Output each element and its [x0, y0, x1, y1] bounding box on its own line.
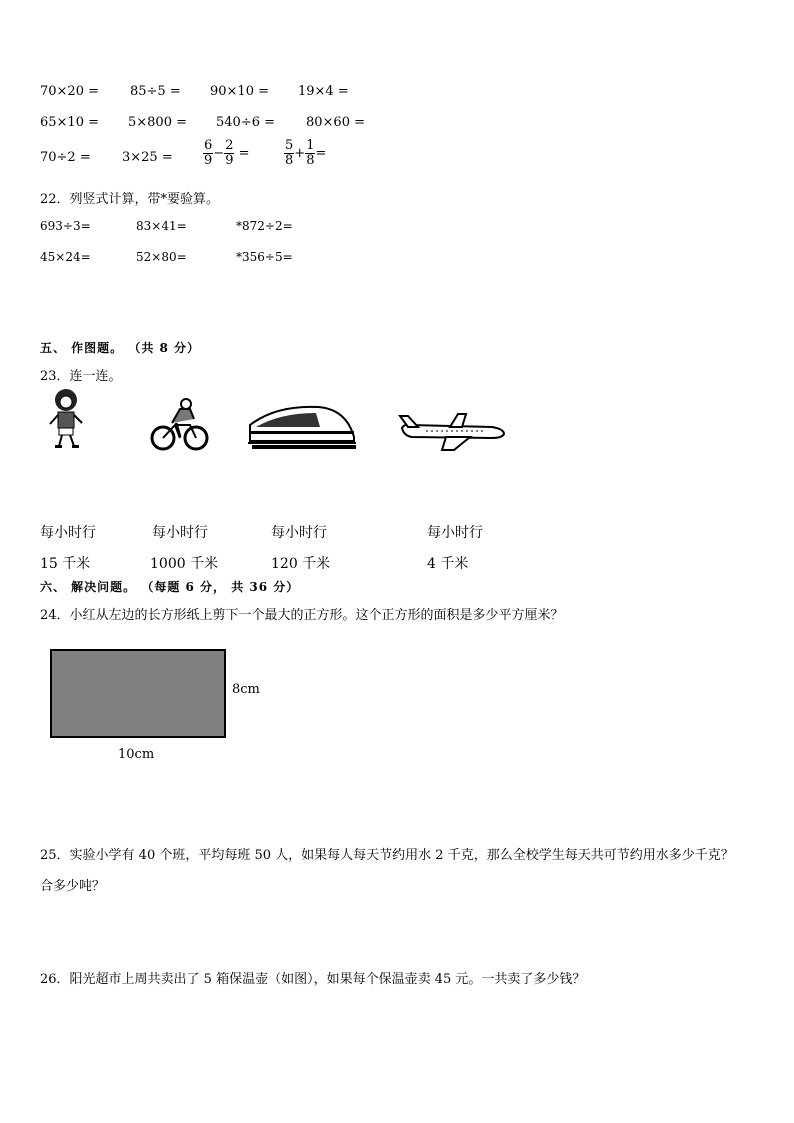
section-5-heading: 五、 作图题。 （共 8 分） — [40, 341, 201, 355]
calc-item: 70÷2 = — [40, 150, 91, 165]
fraction-expression: $\frac{6}{9}$ − $\frac{2}{9}$ = — [204, 138, 250, 168]
question-24-text: 24．小红从左边的长方形纸上剪下一个最大的正方形。这个正方形的面积是多少平方厘米？ — [40, 608, 564, 623]
height-label: 8cm — [232, 682, 260, 697]
vertical-calc-item: 52×80= — [136, 250, 187, 264]
calc-item: 85÷5 = — [130, 84, 181, 99]
question-23-title: 23．连一连。 — [40, 369, 122, 384]
question-25-text-continued: 合多少吨？ — [40, 879, 106, 894]
airplane-icon — [396, 410, 508, 452]
vertical-calc-item: 693÷3= — [40, 219, 91, 233]
vertical-calc-item: 45×24= — [40, 250, 91, 264]
speed-value: 120 千米 — [271, 556, 331, 572]
speed-value: 1000 千米 — [150, 556, 219, 572]
speed-value: 4 千米 — [427, 556, 469, 572]
speed-label: 每小时行 — [152, 525, 208, 541]
calc-item: 90×10 = — [210, 84, 270, 99]
speed-value: 15 千米 — [40, 556, 91, 572]
calc-item: 3×25 = — [122, 150, 173, 165]
calc-item: 540÷6 = — [216, 115, 276, 130]
speed-label: 每小时行 — [271, 525, 327, 541]
fraction-expression: $\frac{5}{8}$ + $\frac{1}{8}$ = — [285, 138, 327, 168]
vertical-calc-item: *872÷2= — [236, 219, 293, 233]
calc-item: 5×800 = — [128, 115, 188, 130]
walking-girl-icon — [44, 388, 88, 450]
bullet-train-icon — [246, 403, 358, 451]
calc-item: 80×60 = — [306, 115, 366, 130]
cyclist-icon — [150, 397, 210, 453]
question-22-title: 22．列竖式计算，带*要验算。 — [40, 192, 220, 207]
question-25-text: 25．实验小学有 40 个班，平均每班 50 人，如果每人每天节约用水 2 千克，那么全校学生每天共可节约用水多少千克？ — [40, 848, 734, 863]
speed-label: 每小时行 — [40, 525, 96, 541]
calc-item: 70×20 = — [40, 84, 100, 99]
calc-item: 19×4 = — [298, 84, 349, 99]
calc-item: 65×10 = — [40, 115, 100, 130]
rectangle-figure — [50, 649, 226, 738]
vertical-calc-item: *356÷5= — [236, 250, 293, 264]
question-26-text: 26．阳光超市上周共卖出了 5 箱保温壶（如图），如果每个保温壶卖 45 元。一共卖了多少钱？ — [40, 972, 586, 987]
speed-label: 每小时行 — [427, 525, 483, 541]
vertical-calc-item: 83×41= — [136, 219, 187, 233]
section-6-heading: 六、 解决问题。 （每题 6 分， 共 36 分） — [40, 580, 300, 594]
width-label: 10cm — [118, 747, 155, 762]
